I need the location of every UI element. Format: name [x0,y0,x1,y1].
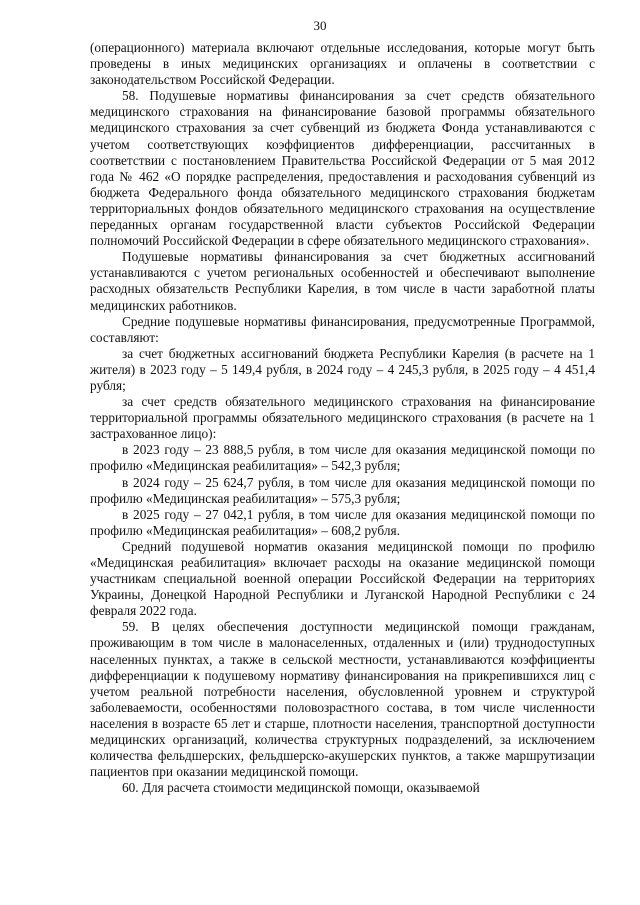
paragraph: Средние подушевые нормативы финансирования, предусмотренные Программой, составляют: [90,313,595,345]
paragraph: в 2023 году – 23 888,5 рубля, в том числе для оказания медицинской помощи по профилю «Медицинская реабилитация» – 542,3 рубля; [90,442,595,474]
paragraph: за счет бюджетных ассигнований бюджета Республики Карелия (в расчете на 1 жителя) в 2023 году – 5 149,4 рубля, в 2024 году – 4 245,3 рубля, в 2025 году – 4 451,4 рубля; [90,345,595,393]
page-number: 30 [313,18,327,33]
paragraph: (операционного) материала включают отдельные исследования, которые могут быть проведены в иных медицинских организациях и оплачены в соответствии с законодательством Российской Федерации. [90,40,595,88]
paragraph: 58. Подушевые нормативы финансирования за счет средств обязательного медицинского страхования на финансирование базовой программы обязательного медицинского страхования за счет субвенций из бюджета Фонда устанавливаются с учетом соответствующих коэффициентов дифференциации, рассчитанных в соответствии с постановлением Правительства Российской Федерации от 5 мая 2012 года № 462 «О порядке распределения, предоставления и расходования субвенций из бюджета Федерального фонда обязательного медицинского страхования бюджетам территориальных фондов обязательного медицинского страхования на осуществление переданных органам государственной власти субъектов Российской Федерации полномочий Российской Федерации в сфере обязательного медицинского страхования». [90,88,595,249]
paragraph: 59. В целях обеспечения доступности медицинской помощи гражданам, проживающим в том числе в малонаселенных, отдаленных и (или) труднодоступных населенных пунктах, а также в сельской местности, устанавливаются коэффициенты дифференциации к подушевому нормативу финансирования на прикрепившихся лиц с учетом реальной потребности населения, обусловленной уровнем и структурой заболеваемости, особенностями половозрастного состава, в том числе численности населения в возрасте 65 лет и старше, плотности населения, транспортной доступности медицинских организаций, количества структурных подразделений, за исключением количества фельдшерских, фельдшерско-акушерских пунктов, а также маршрутизации пациентов при оказании медицинской помощи. [90,619,595,780]
paragraph: 60. Для расчета стоимости медицинской помощи, оказываемой [122,780,480,796]
paragraph: за счет средств обязательного медицинского страхования на финансирование территориальной программы обязательного медицинского страхования (в расчете на 1 застрахованное лицо): [90,394,595,442]
paragraph: в 2024 году – 25 624,7 рубля, в том числе для оказания медицинской помощи по профилю «Медицинская реабилитация» – 575,3 рубля; [90,474,595,506]
paragraph: в 2025 году – 27 042,1 рубля, в том числе для оказания медицинской помощи по профилю «Медицинская реабилитация» – 608,2 рубля. [90,506,595,538]
paragraph: Средний подушевой норматив оказания медицинской помощи по профилю «Медицинская реабилитация» включает расходы на оказание медицинской помощи участникам специальной военной операции Российской Федерации на территориях Украины, Донецкой Народной Республики и Луганской Народной Республики с 24 февраля 2022 года. [90,538,595,619]
paragraph: Подушевые нормативы финансирования за счет бюджетных ассигнований устанавливаются с учетом региональных особенностей и обеспечивают выполнение расходных обязательств Республики Карелия, в том числе в части заработной платы медицинских работников. [90,249,595,313]
document-body [90,40,595,796]
